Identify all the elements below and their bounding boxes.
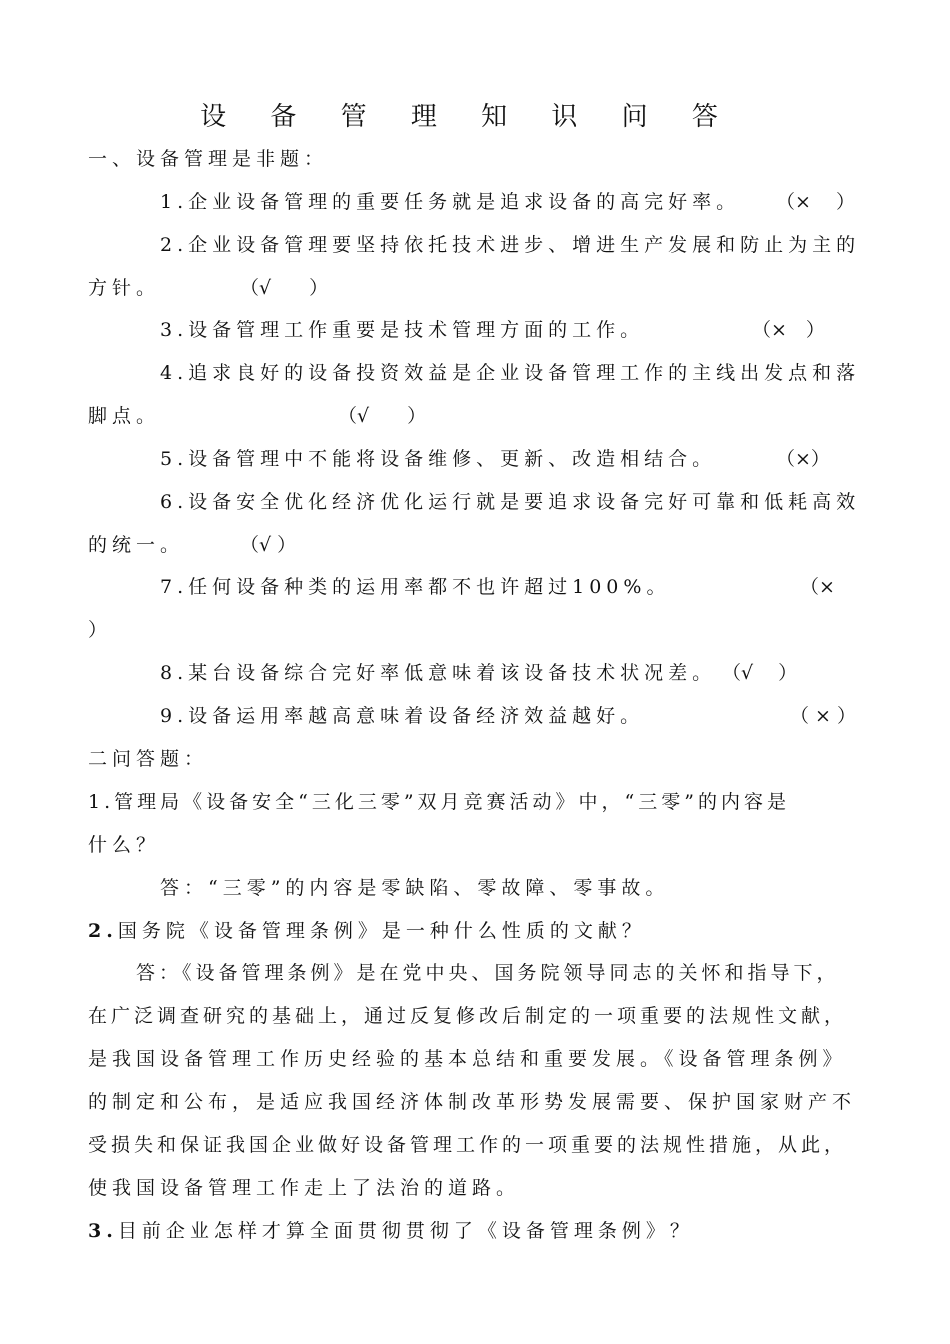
tf-item-3-mark: （× ） bbox=[752, 319, 825, 341]
qa-2-answer-line4: 的制定和公布，是适应我国经济体制改革形势发展需要、保护国家财产不 bbox=[88, 1091, 857, 1113]
qa-2-answer-line3: 是我国设备管理工作历史经验的基本总结和重要发展。《设备管理条例》 bbox=[88, 1048, 847, 1070]
qa-2-answer-line2: 在广泛调查研究的基础上，通过反复修改后制定的一项重要的法规性文献， bbox=[88, 1005, 848, 1027]
tf-item-6-line2: 的统一。 bbox=[88, 534, 185, 556]
tf-item-8: 8.某台设备综合完好率低意味着该设备技术状况差。 bbox=[160, 662, 717, 684]
tf-item-2-line1: 2.企业设备管理要坚持依托技术进步、增进生产发展和防止为主的 bbox=[160, 234, 861, 256]
qa-3-question-text: 目前企业怎样才算全面贯彻贯彻了《设备管理条例》？ bbox=[117, 1220, 694, 1242]
qa-2-answer-line1: 答：《设备管理条例》是在党中央、国务院领导同志的关怀和指导下， bbox=[136, 962, 840, 984]
tf-item-7-mark: （× bbox=[800, 576, 835, 598]
tf-item-4-mark: （√ ） bbox=[338, 405, 427, 427]
tf-item-6-mark: （√ ） bbox=[240, 534, 297, 556]
qa-3-question bbox=[88, 1218, 694, 1244]
qa-3-number: 3. bbox=[88, 1220, 118, 1242]
qa-2-answer-line6: 使我国设备管理工作走上了法治的道路。 bbox=[88, 1177, 521, 1199]
document-title: 设 备 管 理 知 识 问 答 bbox=[200, 102, 736, 132]
tf-item-7-mark-close: ） bbox=[88, 619, 108, 641]
qa-1-answer: 答：“三零”的内容是零缺陷、零故障、零事故。 bbox=[160, 877, 670, 899]
qa-1-question-line1: 1.管理局《设备安全“三化三零”双月竞赛活动》中，“三零”的内容是 bbox=[88, 791, 790, 813]
tf-item-9-mark: （ × ） bbox=[790, 705, 856, 727]
qa-1-question-line2: 什么？ bbox=[88, 834, 161, 856]
tf-item-6-line1: 6.设备安全优化经济优化运行就是要追求设备完好可靠和低耗高效 bbox=[160, 491, 861, 513]
tf-item-1-mark: （× ） bbox=[776, 191, 855, 213]
qa-2-number: 2. bbox=[88, 920, 118, 942]
tf-item-5: 5.设备管理中不能将设备维修、更新、改造相结合。 bbox=[160, 448, 717, 470]
tf-item-7: 7.任何设备种类的运用率都不也许超过100%。 bbox=[160, 576, 671, 598]
section2-heading: 二问答题： bbox=[88, 748, 209, 770]
tf-item-9: 9.设备运用率越高意味着设备经济效益越好。 bbox=[160, 705, 645, 727]
tf-item-4-line1: 4.追求良好的设备投资效益是企业设备管理工作的主线出发点和落 bbox=[160, 362, 861, 384]
section1-heading: 一、设备管理是非题： bbox=[88, 148, 329, 170]
tf-item-3: 3.设备管理工作重要是技术管理方面的工作。 bbox=[160, 319, 645, 341]
tf-item-2-mark: （√ ） bbox=[240, 277, 329, 299]
tf-item-4-line2: 脚点。 bbox=[88, 405, 161, 427]
tf-item-2-line2: 方针。 bbox=[88, 277, 161, 299]
qa-2-question bbox=[88, 918, 646, 944]
tf-item-8-mark: （√ ） bbox=[722, 662, 798, 684]
tf-item-5-mark: （×） bbox=[776, 448, 830, 470]
tf-item-1: 1.企业设备管理的重要任务就是追求设备的高完好率。 bbox=[160, 191, 741, 213]
qa-2-answer-line5: 受损失和保证我国企业做好设备管理工作的一项重要的法规性措施，从此， bbox=[88, 1134, 848, 1156]
qa-2-question-text: 国务院《设备管理条例》是一种什么性质的文献？ bbox=[117, 920, 646, 942]
